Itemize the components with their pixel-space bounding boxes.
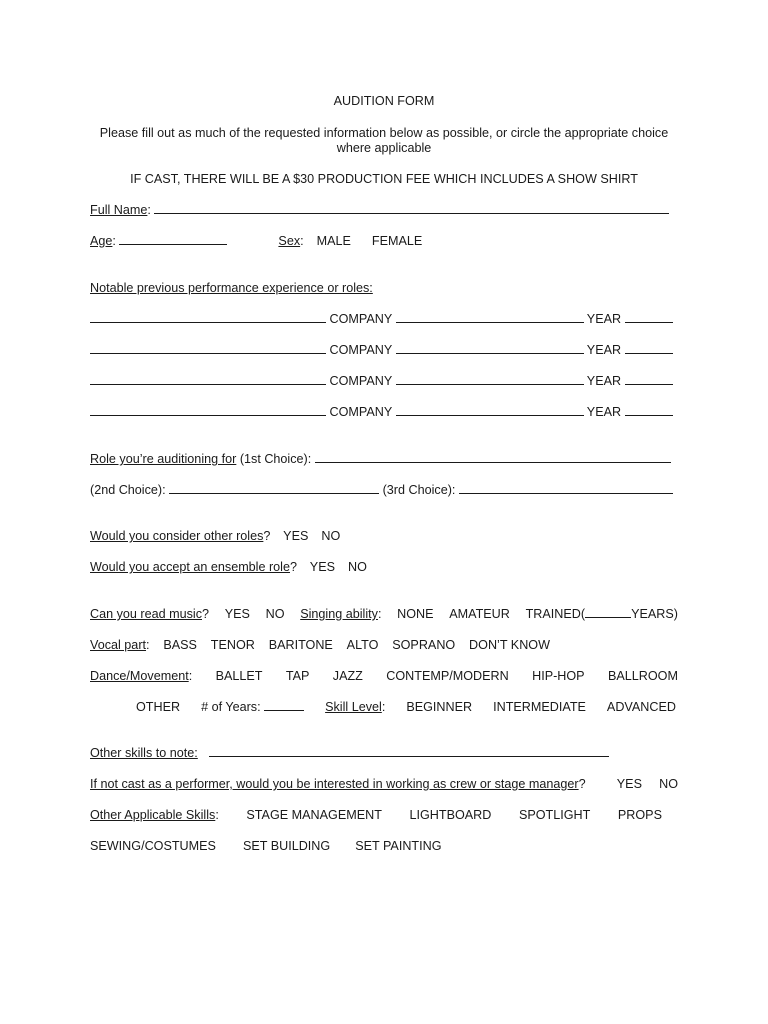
trained-suffix: YEARS) [631,607,678,621]
role-audition-label: Role you’re auditioning for [90,452,237,466]
skill-set-building-option[interactable]: SET BUILDING [242,839,331,853]
dance-jazz-option[interactable]: JAZZ [332,669,363,683]
accept-ensemble-row: Would you accept an ensemble role? YES NO [90,560,367,574]
trained-prefix: TRAINED( [525,607,586,621]
vocal-alto-option[interactable]: ALTO [346,638,379,652]
form-title-text: AUDITION FORM [333,94,435,108]
fee-notice [60,170,708,188]
singing-ability-label: Singing ability [300,607,378,621]
experience-row-2 [90,341,678,359]
role-field[interactable] [90,310,326,323]
third-choice-field[interactable] [459,481,673,494]
dance-ballroom-option[interactable]: BALLROOM [607,669,678,683]
form-title [60,92,708,110]
second-third-choice-row [90,481,678,499]
trained-years-field[interactable] [585,605,631,618]
experience-row-1 [90,310,678,328]
dance-ballet-option[interactable]: BALLET [215,669,263,683]
dance-movement-label: Dance/Movement [90,669,189,683]
other-skills-field[interactable] [209,744,609,757]
dance-row: Dance/Movement: BALLET TAP JAZZ CONTEMP/MODERN HIP-HOP BALLROOM [90,669,678,683]
year-label: YEAR [586,312,622,326]
role-field[interactable] [90,403,326,416]
vocal-tenor-option[interactable]: TENOR [210,638,255,652]
year-field[interactable] [625,403,673,416]
dance-other-option[interactable]: OTHER [136,700,181,714]
vocal-dont-know-option[interactable]: DON’T KNOW [469,638,550,652]
applicable-skills-label: Other Applicable Skills [90,808,216,822]
dance-tap-option[interactable]: TAP [285,669,310,683]
crew-question-label: If not cast as a performer, would you be interested in working as crew or stage manager [90,777,579,791]
year-field[interactable] [625,372,673,385]
dance-hip-hop-option[interactable]: HIP-HOP [532,669,585,683]
consider-other-roles-label: Would you consider other roles [90,529,264,543]
skill-sewing-costumes-option[interactable]: SEWING/COSTUMES [90,839,216,853]
consider-no-option[interactable]: NO [321,529,341,543]
company-field[interactable] [396,372,584,385]
full-name-field[interactable] [154,201,669,214]
applicable-skills-row-1: Other Applicable Skills: STAGE MANAGEMENT LIGHTBOARD SPOTLIGHT PROPS [90,808,662,822]
skill-spotlight-option[interactable]: SPOTLIGHT [518,808,591,822]
first-choice-row [90,450,678,468]
year-field[interactable] [625,310,673,323]
ensemble-yes-option[interactable]: YES [309,560,335,574]
ensemble-no-option[interactable]: NO [348,560,367,574]
company-label: COMPANY [329,374,393,388]
crew-no-option[interactable]: NO [659,777,678,791]
year-label: YEAR [586,374,622,388]
company-field[interactable] [396,341,584,354]
company-label: COMPANY [329,405,393,419]
full-name-row: Full Name: [90,201,678,219]
sex-option-male[interactable]: MALE [316,234,351,248]
age-field[interactable] [119,232,227,245]
crew-question-row: If not cast as a performer, would you be interested in working as crew or stage manager? YES NO [90,777,678,791]
skill-stage-management-option[interactable]: STAGE MANAGEMENT [246,808,382,822]
skill-set-painting-option[interactable]: SET PAINTING [355,839,442,853]
experience-label: Notable previous performance experience or roles: [90,281,373,295]
crew-yes-option[interactable]: YES [616,777,642,791]
sex-label: Sex [278,234,301,248]
read-music-label: Can you read music [90,607,202,621]
read-music-no-option[interactable]: NO [265,607,285,621]
vocal-bass-option[interactable]: BASS [163,638,197,652]
role-field[interactable] [90,372,326,385]
experience-row-3 [90,372,678,390]
read-music-yes-option[interactable]: YES [224,607,250,621]
vocal-soprano-option[interactable]: SOPRANO [392,638,456,652]
age-sex-row: Age: Sex: MALE FEMALE [90,234,423,248]
skill-props-option[interactable]: PROPS [617,808,662,822]
year-field[interactable] [625,341,673,354]
instructions-text-1: Please fill out as much of the requested information below as possible, or circle the appropriate choice [99,126,669,140]
music-row: Can you read music? YES NO Singing ability: NONE AMATEUR TRAINED( YEARS) [90,607,678,621]
skill-advanced-option[interactable]: ADVANCED [606,700,676,714]
vocal-baritone-option[interactable]: BARITONE [268,638,333,652]
company-label: COMPANY [329,343,393,357]
accept-ensemble-label: Would you accept an ensemble role [90,560,290,574]
company-field[interactable] [396,403,584,416]
skill-level-label: Skill Level [325,700,382,714]
second-choice-label: (2nd Choice): [90,483,166,497]
dance-years-field[interactable] [264,698,304,711]
singing-amateur-option[interactable]: AMATEUR [449,607,510,621]
instructions-text-2: where applicable [336,141,432,155]
sex-option-female[interactable]: FEMALE [371,234,423,248]
vocal-part-label: Vocal part [90,638,147,652]
second-choice-field[interactable] [169,481,379,494]
full-name-label: Full Name [90,203,148,217]
other-skills-label: Other skills to note: [90,746,198,760]
skill-intermediate-option[interactable]: INTERMEDIATE [493,700,586,714]
singing-none-option[interactable]: NONE [397,607,434,621]
dance-contemp-modern-option[interactable]: CONTEMP/MODERN [386,669,509,683]
third-choice-label: (3rd Choice): [382,483,456,497]
experience-heading [90,279,678,297]
skill-lightboard-option[interactable]: LIGHTBOARD [409,808,492,822]
company-label: COMPANY [329,312,393,326]
company-field[interactable] [396,310,584,323]
instructions-line-2 [60,139,708,157]
first-choice-field[interactable] [315,450,671,463]
first-choice-label: (1st Choice): [239,452,312,466]
other-skills-row [90,744,678,762]
consider-yes-option[interactable]: YES [283,529,309,543]
consider-other-roles-row: Would you consider other roles? YES NO [90,529,341,543]
year-label: YEAR [586,405,622,419]
role-field[interactable] [90,341,326,354]
applicable-skills-row-2 [90,837,678,855]
dance-other-row: OTHER # of Years: Skill Level: BEGINNER INTERMEDIATE ADVANCED [136,700,676,714]
fee-notice-text: IF CAST, THERE WILL BE A $30 PRODUCTION FEE WHICH INCLUDES A SHOW SHIRT [130,172,638,186]
year-label: YEAR [586,343,622,357]
dance-years-label: # of Years: [201,700,261,714]
age-label: Age [90,234,113,248]
vocal-part-row: Vocal part: BASS TENOR BARITONE ALTO SOPRANO DON’T KNOW [90,638,550,652]
singing-trained-option[interactable] [526,605,678,623]
skill-beginner-option[interactable]: BEGINNER [406,700,473,714]
experience-row-4 [90,403,678,421]
